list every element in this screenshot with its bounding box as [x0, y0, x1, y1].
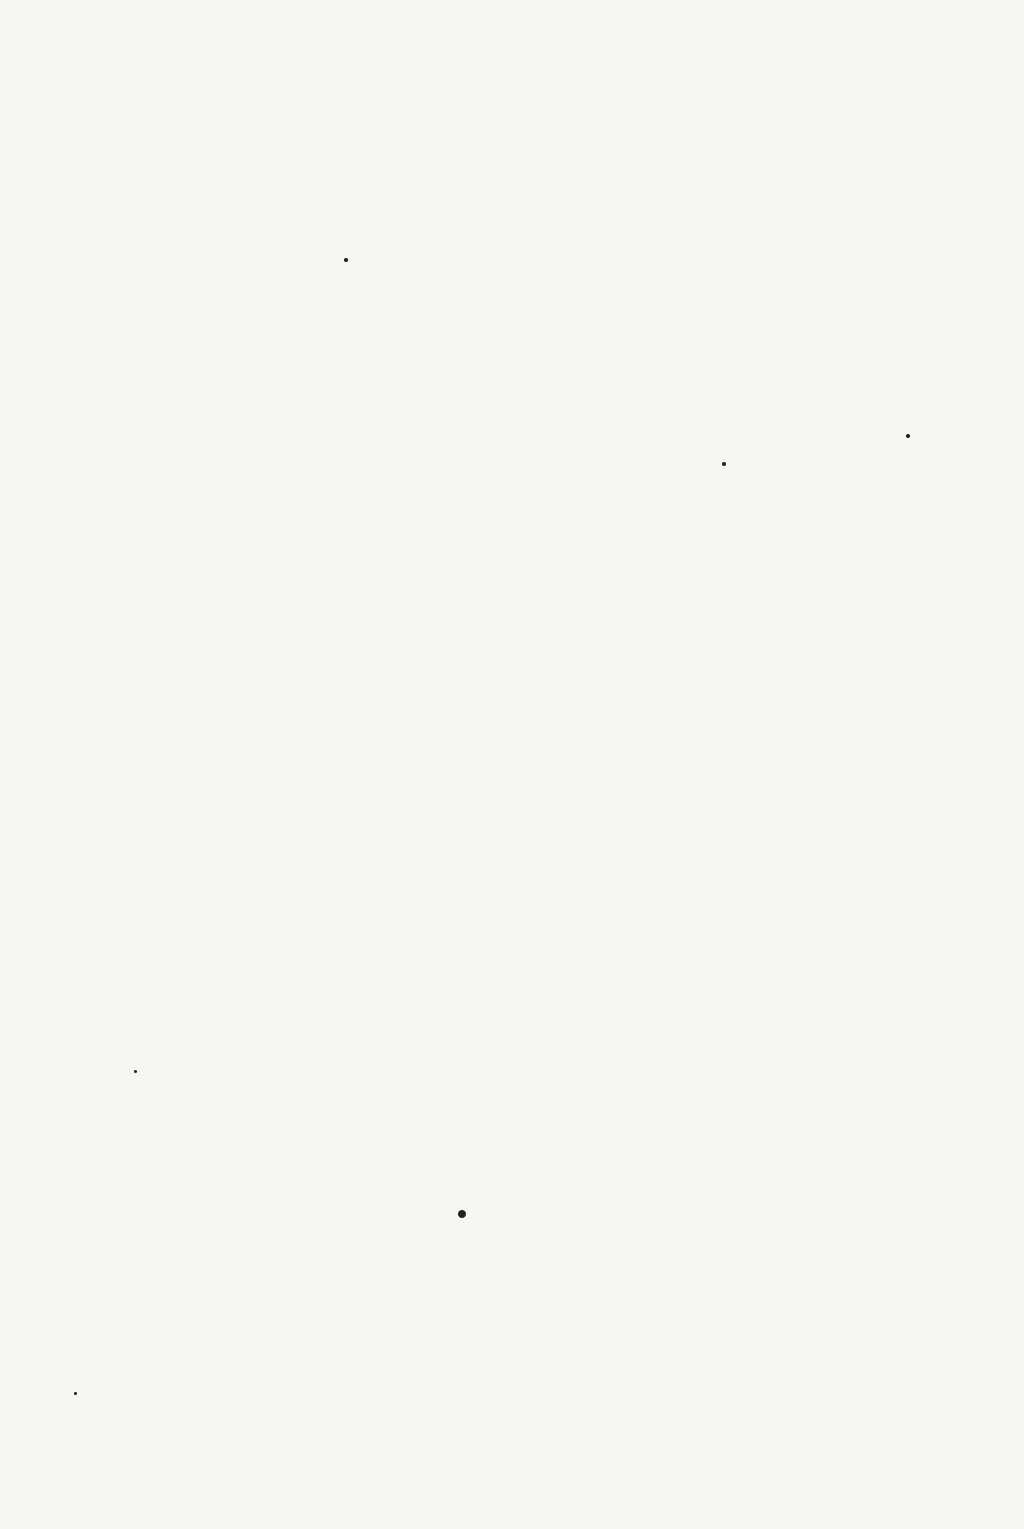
header-title: [176, 110, 636, 130]
